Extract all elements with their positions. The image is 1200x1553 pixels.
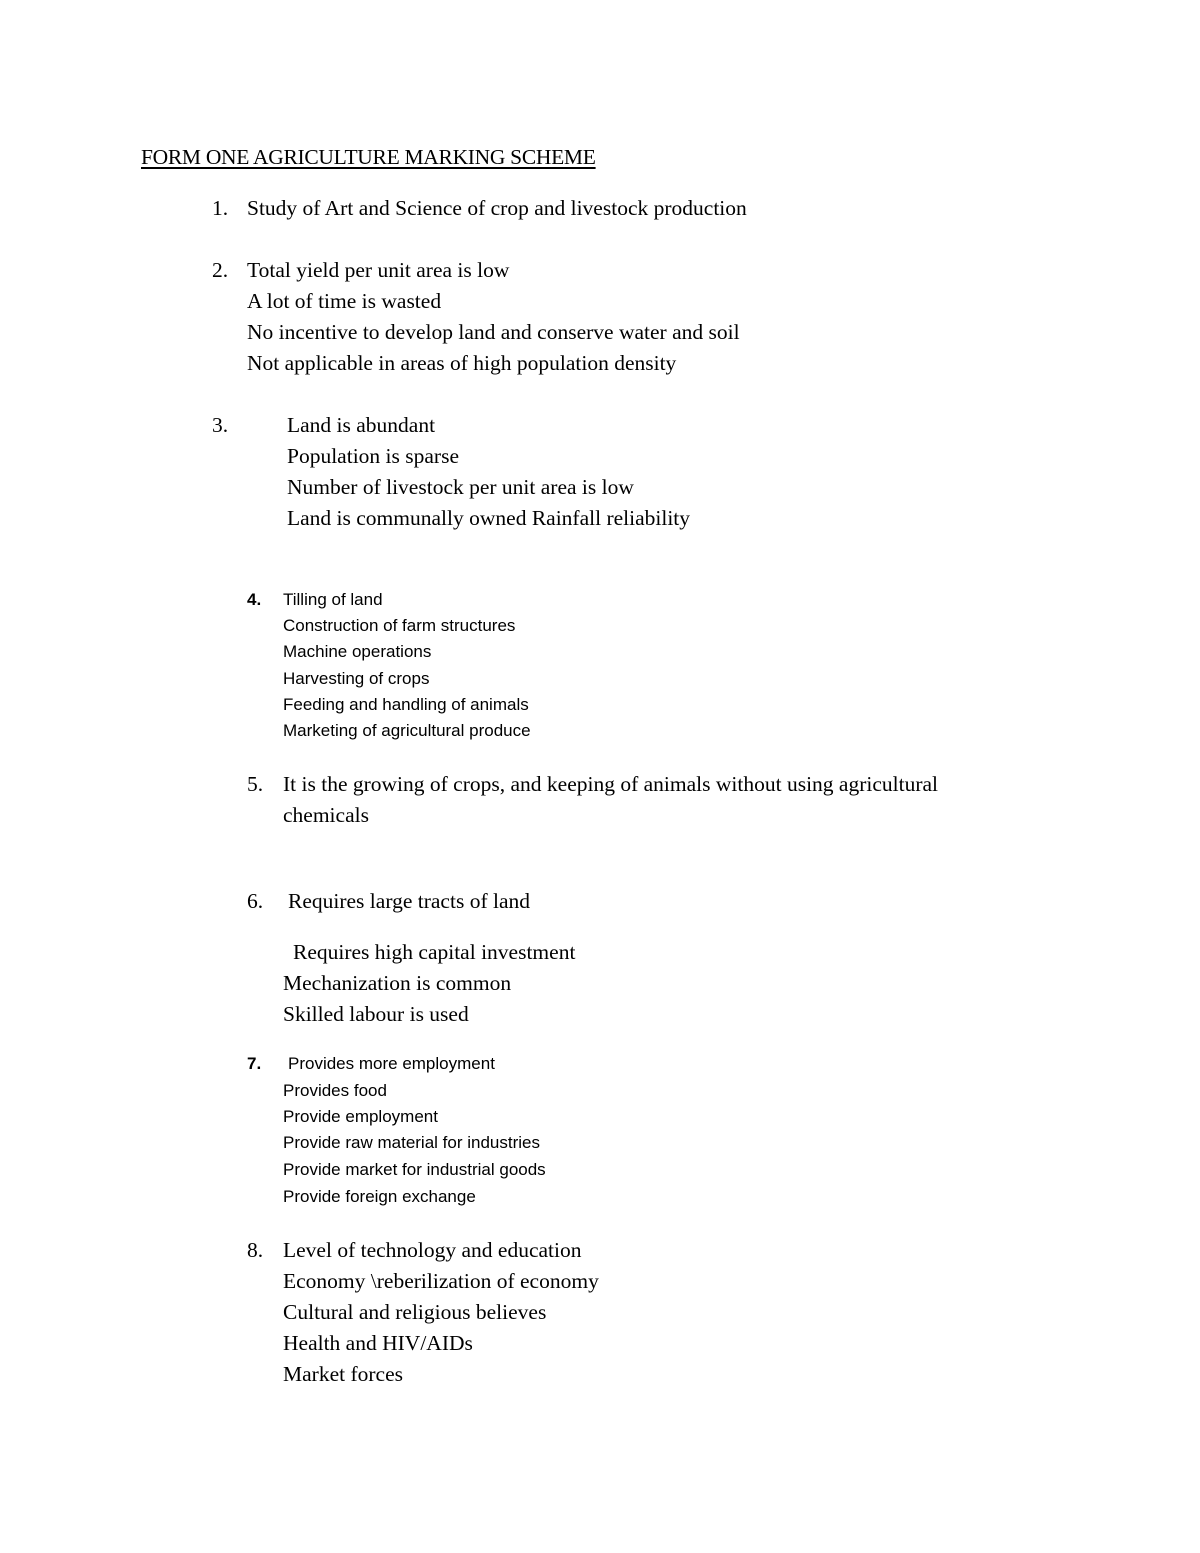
document-title: FORM ONE AGRICULTURE MARKING SCHEME <box>141 145 596 169</box>
question-8-answer-line: Market forces <box>283 1362 403 1386</box>
question-5-answer-line: chemicals <box>283 803 369 827</box>
question-8-answer-line: Cultural and religious believes <box>283 1300 547 1324</box>
question-1-number: 1. <box>212 196 229 220</box>
question-3-answer-line: Land is communally owned Rainfall reliability <box>287 506 691 530</box>
question-6-answer-line: Requires high capital investment <box>293 940 576 964</box>
question-4-answer-line: Tilling of land <box>283 590 383 609</box>
question-4-answer-line: Marketing of agricultural produce <box>283 721 531 740</box>
question-8-answer-line: Health and HIV/AIDs <box>283 1331 473 1355</box>
question-8-answer-line: Level of technology and education <box>283 1238 582 1262</box>
question-4-answer-line: Feeding and handling of animals <box>283 695 529 714</box>
question-7-number: 7. <box>247 1054 262 1073</box>
question-7-answer-line: Provide employment <box>283 1107 438 1126</box>
question-5-answer-line: It is the growing of crops, and keeping of animals without using agricultural <box>283 772 939 796</box>
question-6-number: 6. <box>247 889 264 913</box>
question-8-number: 8. <box>247 1238 264 1262</box>
question-7-answer-line: Provides food <box>283 1081 387 1100</box>
question-6-answer-line: Skilled labour is used <box>283 1002 469 1026</box>
question-6-answer-line: Requires large tracts of land <box>288 889 530 913</box>
question-6-answer-line: Mechanization is common <box>283 971 512 995</box>
question-2-answer-line: Not applicable in areas of high population density <box>247 351 677 375</box>
question-4-number: 4. <box>247 590 262 609</box>
question-7-answer-line: Provide raw material for industries <box>283 1133 540 1152</box>
question-3-answer-line: Population is sparse <box>287 444 459 468</box>
question-7-answer-line: Provide foreign exchange <box>283 1187 476 1206</box>
question-2-answer-line: A lot of time is wasted <box>247 289 442 313</box>
question-4-answer-line: Harvesting of crops <box>283 669 430 688</box>
question-1-answer: Study of Art and Science of crop and livestock production <box>247 196 747 220</box>
question-2-answer-line: Total yield per unit area is low <box>247 258 510 282</box>
question-7-answer-line: Provide market for industrial goods <box>283 1160 546 1179</box>
question-4-answer-line: Construction of farm structures <box>283 616 516 635</box>
question-2-answer-line: No incentive to develop land and conserve water and soil <box>247 320 740 344</box>
question-5-number: 5. <box>247 772 264 796</box>
question-3-answer-line: Number of livestock per unit area is low <box>287 475 634 499</box>
question-7-answer-line: Provides more employment <box>288 1054 495 1073</box>
question-3-number: 3. <box>212 413 229 437</box>
question-3-answer-line: Land is abundant <box>287 413 436 437</box>
question-2-number: 2. <box>212 258 229 282</box>
question-4-answer-line: Machine operations <box>283 642 432 661</box>
question-8-answer-line: Economy \reberilization of economy <box>283 1269 599 1293</box>
